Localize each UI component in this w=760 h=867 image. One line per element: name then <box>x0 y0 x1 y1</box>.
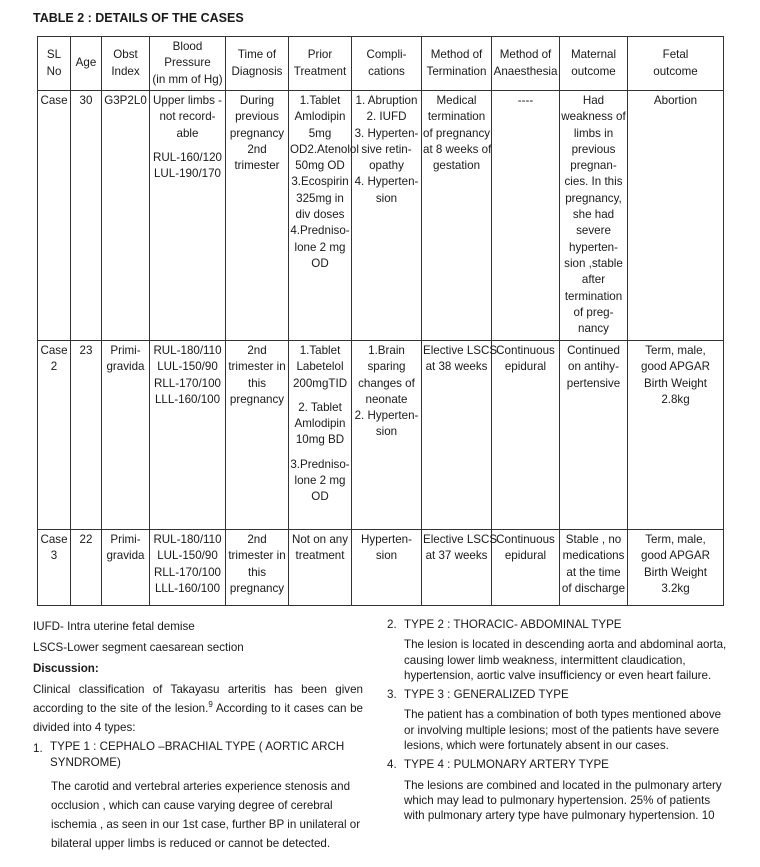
cell-line: Index <box>111 64 140 78</box>
cell-line: Medical <box>436 94 477 107</box>
cell-line: OD2.Atenolol <box>290 142 359 156</box>
cell-line: of pregnancy <box>423 126 491 140</box>
type-3-heading <box>387 687 727 702</box>
cell-age <box>71 530 102 606</box>
cell-line: LUL-150/90 <box>157 549 218 563</box>
cell-line: Amlodipin <box>294 417 346 431</box>
cell-line: No <box>46 64 62 78</box>
cell-line: Termination <box>426 64 487 78</box>
cell-line: weakness of <box>561 110 626 124</box>
cell-line: RLL-170/100 <box>153 376 222 390</box>
cell-line: after <box>581 273 606 287</box>
footnote-iufd: IUFD- Intra uterine fetal demise <box>33 620 195 633</box>
cell-sl <box>38 530 71 606</box>
type-3-title: TYPE 3 : GENERALIZED TYPE <box>404 688 569 702</box>
cell-line: 23 <box>79 344 93 357</box>
cell-line: 30 <box>79 94 93 107</box>
type-3-section <box>387 687 727 753</box>
cell-line: Compli- <box>366 48 407 62</box>
cell-line: 22 <box>79 533 93 546</box>
cell-line: neonate <box>365 392 408 406</box>
cell-maternal-outcome <box>560 341 628 530</box>
cell-line: (in mm of Hg) <box>152 72 223 86</box>
cell-line: Primi- <box>110 533 141 546</box>
cell-line: 3 <box>50 549 58 563</box>
cell-line: sion ,stable <box>564 256 623 270</box>
cell-line: Not on any <box>291 533 349 546</box>
cell-line: 10mg BD <box>295 433 345 447</box>
cell-line: 3. Hyperten- <box>354 126 419 140</box>
cell-line: gravida <box>106 549 145 563</box>
cell-line: Maternal <box>570 48 617 62</box>
cell-line: Primi- <box>110 344 141 357</box>
cell-line: 2.8kg <box>661 392 690 406</box>
cell-line: OD <box>311 490 329 504</box>
cell-line: 4.Predniso- <box>290 224 350 238</box>
cell-line: Continued <box>567 344 620 357</box>
cell-line: at 8 weeks of <box>423 142 492 156</box>
cell-line: pregnancy <box>229 392 285 406</box>
header-cell <box>352 37 422 91</box>
cell-time-of-diagnosis <box>226 341 289 530</box>
discussion-intro-text: Clinical classification of Takayasu arteritis has been given according to the site of the lesion. <box>33 683 363 715</box>
cell-line: RUL-180/110 <box>153 533 222 546</box>
discussion-intro-text-2: According to it cases can be divided into 4 types: <box>33 702 363 734</box>
cell-line: 1.Brain <box>368 344 405 357</box>
cell-line: Case <box>40 344 68 357</box>
cell-line: limbs in <box>573 126 614 140</box>
cell-line: SL <box>46 48 62 62</box>
cell-line: lone 2 mg <box>294 240 346 254</box>
cell-line: of preg- <box>573 305 614 319</box>
cell-line: on antihy- <box>568 360 619 374</box>
cell-line: 2. IUFD <box>366 110 407 124</box>
cell-line: 1. Abruption <box>355 94 418 107</box>
cell-line: Treatment <box>293 64 347 78</box>
cell-line: epidural <box>504 549 547 563</box>
cell-anaesthesia <box>492 341 560 530</box>
cell-fetal-outcome <box>628 91 724 341</box>
cell-line: 2. Hyperten- <box>354 409 419 423</box>
cell-line: Case <box>40 94 68 107</box>
cell-line: epidural <box>504 360 547 374</box>
cell-obst-index <box>102 341 150 530</box>
cell-line: previous <box>571 142 616 156</box>
cell-line: trimester in <box>228 549 286 563</box>
cell-line: Upper limbs - <box>153 94 222 107</box>
cell-line: at the time <box>566 565 621 579</box>
cell-line: RUL-160/120 <box>153 150 222 164</box>
header-cell <box>102 37 150 91</box>
type-1-body: The carotid and vertebral arteries experience stenosis and occlusion , which can cause varying degree of cerebral ischemia , as seen in our 1st case, further BP in unilateral or bilateral upper limbs is reduced or cannot be detected. <box>51 780 361 850</box>
cell-age <box>71 91 102 341</box>
cell-obst-index <box>102 530 150 606</box>
cell-line: severe <box>576 224 611 238</box>
cell-sl <box>38 91 71 341</box>
cell-line: pregnancy <box>229 126 285 140</box>
cell-line: Method of <box>499 48 552 62</box>
cell-line: 5mg <box>308 126 332 140</box>
cell-line: sion <box>375 191 398 205</box>
cell-line: Diagnosis <box>231 64 283 78</box>
cell-line: cies. In this <box>564 175 623 189</box>
cell-line: gravida <box>106 360 145 374</box>
cell-prior-treatment <box>289 91 359 341</box>
cell-termination <box>422 341 498 530</box>
cell-line <box>290 449 350 457</box>
cell-line: 3.2kg <box>661 581 690 595</box>
cell-complications <box>352 530 422 606</box>
cell-line: pregnan- <box>570 159 617 173</box>
cell-line: sion <box>375 425 398 439</box>
cell-line: RLL-170/100 <box>153 565 222 579</box>
cell-line: 200mgTID <box>292 376 348 390</box>
type-1-number: 1. <box>33 742 43 755</box>
cell-line: Had <box>582 94 605 107</box>
cell-line: OD <box>311 256 329 270</box>
table-row <box>38 530 724 606</box>
cell-line: 4. Hyperten- <box>354 175 419 189</box>
type-2-body: The lesion is located in descending aorta and abdominal aorta, causing lower limb weakness, intermittent claudication, hypertension, aortic valve insufficiency or even heart failure. <box>404 638 727 682</box>
cell-line: Obst <box>113 48 138 62</box>
cell-line: 325mg in <box>296 191 344 205</box>
cell-line: Fetal <box>662 48 689 62</box>
header-cell <box>560 37 628 91</box>
discussion-heading: Discussion: <box>33 662 99 675</box>
type-3-number: 3. <box>387 688 397 702</box>
cell-line: During <box>239 94 275 107</box>
cell-fetal-outcome <box>628 530 724 606</box>
cell-line: Pressure <box>164 56 211 70</box>
cell-line: she had <box>572 208 615 222</box>
cell-line: RUL-180/110 <box>153 344 222 357</box>
cell-line: trimester <box>234 159 280 173</box>
type-3-body: The patient has a combination of both types mentioned above or involving multiple lesions; most of the patients have severe lesions, which were fortunately absent in our cases. <box>404 708 722 753</box>
cell-line: Birth Weight <box>644 376 707 390</box>
cell-line: sive retin- <box>361 142 412 156</box>
header-cell <box>71 37 102 91</box>
cell-line: 2nd <box>247 344 267 357</box>
header-cell <box>492 37 560 91</box>
cell-line: Labetelol <box>296 360 344 374</box>
cases-table <box>37 36 724 606</box>
cell-line: 2 <box>50 360 58 374</box>
cell-line: Age <box>75 56 97 70</box>
cell-line: Stable , no <box>565 533 622 546</box>
cell-line: previous <box>235 110 279 124</box>
discussion-intro <box>33 680 363 737</box>
cell-line: LUL-150/90 <box>157 360 218 374</box>
header-cell <box>150 37 226 91</box>
cell-line: Blood <box>172 40 203 54</box>
type-1-title: TYPE 1 : CEPHALO –BRACHIAL TYPE ( AORTIC ARCH SYNDROME) <box>50 740 345 769</box>
cell-maternal-outcome <box>560 530 628 606</box>
cell-line: termination <box>427 110 486 124</box>
cell-line: sparing <box>367 360 406 374</box>
cell-line: div doses <box>295 208 345 222</box>
cell-blood-pressure <box>150 341 226 530</box>
cell-line: opathy <box>369 159 404 173</box>
cell-termination <box>422 91 492 341</box>
cell-line: pertensive <box>566 376 621 390</box>
cell-line <box>290 392 350 400</box>
cell-line: 50mg OD <box>295 159 345 173</box>
cell-line: cations <box>368 64 405 78</box>
cell-line: pregnancy <box>229 581 285 595</box>
cell-line: at 37 weeks <box>425 549 488 563</box>
cell-time-of-diagnosis <box>226 91 289 341</box>
cell-line: 1.Tablet <box>299 94 341 107</box>
cell-prior-treatment <box>289 341 352 530</box>
cell-line: medications <box>562 549 625 563</box>
type-4-number: 4. <box>387 758 397 772</box>
cell-age <box>71 341 102 530</box>
type-1-heading <box>33 739 363 771</box>
cell-line: 2nd <box>247 142 267 156</box>
header-cell <box>422 37 492 91</box>
cell-line: LUL-190/170 <box>153 167 222 181</box>
cell-termination <box>422 530 498 606</box>
cell-line: ---- <box>517 94 534 107</box>
cell-complications <box>352 91 422 341</box>
cell-line: good APGAR <box>641 549 710 563</box>
cell-fetal-outcome <box>628 341 724 530</box>
cell-line: Birth Weight <box>644 565 707 579</box>
cell-line: Elective LSCS <box>423 533 498 546</box>
cell-line: pregnancy, <box>565 191 622 205</box>
cell-line: trimester in <box>228 360 286 374</box>
cell-line: outcome <box>653 64 698 78</box>
type-4-body: The lesions are combined and located in the pulmonary artery which may lead to pulmonary hypertension. 25% of patients with pulmonary artery type have pulmonary hypertension. 10 <box>404 778 722 823</box>
table-row <box>38 341 724 530</box>
cell-line: changes of <box>358 376 415 390</box>
cell-blood-pressure <box>150 91 226 341</box>
cell-line: Continuous <box>496 533 555 546</box>
cell-line: lone 2 mg <box>294 474 346 488</box>
cell-line: good APGAR <box>641 360 710 374</box>
cell-line: 3.Ecospirin <box>291 175 349 189</box>
cell-anaesthesia <box>492 530 560 606</box>
right-column <box>387 617 727 828</box>
cell-line: Amlodipin <box>294 110 346 124</box>
cell-line: treatment <box>295 549 345 563</box>
cell-line: LLL-160/100 <box>154 392 221 406</box>
type-4-heading <box>387 757 727 772</box>
reference-mark: 9 <box>208 700 213 710</box>
cell-line: LLL-160/100 <box>154 581 221 595</box>
cell-line: at 38 weeks <box>425 360 488 374</box>
cell-line: Hyperten- <box>361 533 412 546</box>
cell-line: Term, male, <box>645 533 706 546</box>
type-2-title: TYPE 2 : THORACIC- ABDOMINAL TYPE <box>404 618 622 631</box>
type-2-number: 2. <box>387 618 397 631</box>
cell-line: G3P2L0 <box>104 94 147 107</box>
cell-line: Time of <box>237 48 277 62</box>
cell-line: of discharge <box>561 581 626 595</box>
table-row <box>38 91 724 341</box>
footnote-lscs: LSCS-Lower segment caesarean section <box>33 641 244 654</box>
cell-line <box>151 142 224 150</box>
cell-line: sion <box>375 549 398 563</box>
cell-line: termination <box>564 289 623 303</box>
cell-line: 2nd <box>247 533 267 546</box>
cell-line: Abortion <box>653 94 698 107</box>
cell-line: 2. Tablet <box>298 400 342 414</box>
cell-line: 1.Tablet <box>299 344 341 357</box>
cell-line: hyperten- <box>569 240 618 254</box>
cell-line: Term, male, <box>645 344 706 357</box>
type-2-heading <box>387 617 727 632</box>
header-cell <box>38 37 71 91</box>
cell-line: nancy <box>578 322 609 336</box>
cell-line: Continuous <box>496 344 555 357</box>
cell-line: Case <box>40 533 68 546</box>
cell-line: able <box>176 126 199 140</box>
cell-blood-pressure <box>150 530 226 606</box>
type-2-section <box>387 617 727 683</box>
cell-prior-treatment <box>289 530 352 606</box>
cell-maternal-outcome <box>560 91 628 341</box>
header-cell <box>628 37 724 91</box>
cell-obst-index <box>102 91 150 341</box>
cell-anaesthesia <box>492 91 560 341</box>
cell-line: this <box>247 565 267 579</box>
cell-line: not record- <box>159 110 216 124</box>
cell-line: gestation <box>432 159 481 173</box>
cell-line: outcome <box>571 64 616 78</box>
cell-line: Method of <box>430 48 483 62</box>
left-column <box>33 617 363 855</box>
table-title: TABLE 2 : DETAILS OF THE CASES <box>33 11 244 25</box>
type-4-title: TYPE 4 : PULMONARY ARTERY TYPE <box>404 758 609 772</box>
cell-line: Elective LSCS <box>423 344 498 357</box>
table-header-row <box>38 37 724 91</box>
cell-line: Prior <box>307 48 333 62</box>
header-cell <box>289 37 352 91</box>
type-4-section <box>387 757 727 823</box>
cell-line: this <box>247 376 267 390</box>
cell-complications <box>352 341 422 530</box>
cell-time-of-diagnosis <box>226 530 289 606</box>
cell-line: 3.Predniso- <box>290 457 350 471</box>
cell-line: Anaesthesia <box>493 64 558 78</box>
cell-sl <box>38 341 71 530</box>
header-cell <box>226 37 289 91</box>
